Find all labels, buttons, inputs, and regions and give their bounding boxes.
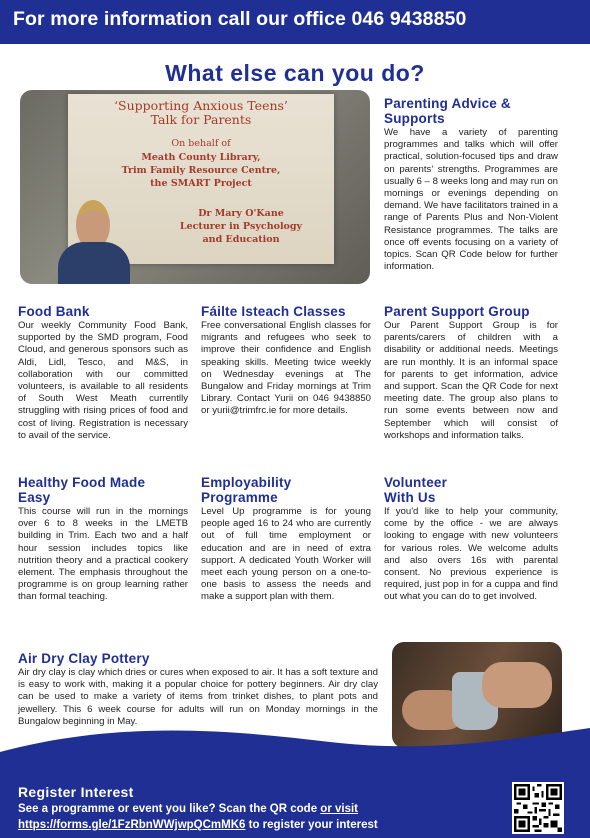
section-volunteer	[384, 475, 558, 604]
section-title: Fáilte Isteach Classes	[201, 304, 346, 319]
section-body: Air dry clay is clay which dries or cures when exposed to air. It has a soft texture and is easy to work with, making it a popular choice for pottery beginners. Air dry clay can be used to make a variety of items from trinket dishes, to plant pots and jewellery. This 6 week course for adults will run on Monday mornings in the Bungalow beginning in May.	[18, 667, 378, 727]
speaker-figure	[58, 200, 130, 284]
section-parent-support-group	[384, 304, 558, 442]
register-interest-title: Register Interest	[18, 784, 134, 800]
header-phone-text: For more information call our office 046 9438850	[13, 8, 467, 30]
main-title: What else can you do?	[165, 60, 425, 86]
forms-link[interactable]: https://forms.gle/1FzRbnWWjwpQCmMK6	[18, 819, 246, 831]
bottom-wave-banner	[0, 690, 590, 838]
slide-line: Lecturer in Psychology	[179, 221, 303, 232]
slide-line: Trim Family Resource Centre,	[121, 165, 281, 176]
slide-line: the SMART Project	[150, 178, 252, 189]
section-title: Air Dry Clay Pottery	[18, 651, 150, 666]
section-title: Parent Support Group	[384, 304, 530, 319]
section-title: Programme	[201, 490, 278, 505]
visit-link-text[interactable]: or visit	[320, 803, 359, 815]
section-body: Our weekly Community Food Bank, supported by the SMD program, Food Cloud, and generous sponsors such as Aldi, Lidl, Tesco, and M&S, in collaboration with our committed volunteers, is available to all residents of South West Meath currentlly struggling with rising prices of food and cost of living. Registration is necessary to avail of the service.	[18, 320, 188, 441]
section-employability	[201, 475, 371, 604]
section-parenting-advice	[384, 96, 558, 273]
section-body: We have a variety of parenting programmes and talks which will offer practical, solution-focused tips and draw on parents' strengths. Programmes are usually 6 – 8 weeks long and may run on mornings or evenings depending on demand. We have facilitators trained in a range of Parents Plus and Non-Violent Resistance programmes. The talks are once off events focusing on a variety of topics. Scan QR Code below for further information.	[384, 127, 558, 273]
register-line-2: https://forms.gle/1FzRbnWWjwpQCmMK6 to register your interest	[18, 819, 378, 831]
section-title: Parenting Advice &	[384, 96, 511, 111]
section-title: Food Bank	[18, 304, 90, 319]
section-food-bank	[18, 304, 188, 442]
qr-code-icon	[514, 784, 562, 832]
section-title: Volunteer	[384, 475, 448, 490]
slide-line: On behalf of	[171, 138, 231, 149]
section-title: Easy	[18, 490, 51, 505]
section-title: Employability	[201, 475, 292, 490]
section-body: Our Parent Support Group is for parents/carers of children with a disability or additional needs. Meetings are run monthly. It is an informal space for parents to get information, advice and support. Scan the QR Code for next meeting date. The group also plans to run some events between now and September which will consist of workshops and information talks.	[384, 320, 558, 441]
slide-line: Meath County Library,	[141, 152, 261, 163]
section-body: Free conversational English classes for migrants and refugees who seek to improve their confidence and English speaking skills. Meeting twice weekly on Wednesday evenings at The Bungalow and Friday mornings at Trim Library. Contact Yurii on 046 9438850 or yurii@trimfrc.ie for more details.	[201, 320, 371, 417]
section-healthy-food	[18, 475, 188, 604]
section-failte-isteach	[201, 304, 371, 418]
section-body: Level Up programme is for young people aged 16 to 24 who are currently out of full time employment or education and are in need of extra support. A dedicated Youth Worker will meet each young person on a one-to-one basis to assess the needs and make a support plan with them.	[201, 506, 371, 603]
section-body: If you'd like to help your community, come by the office - we are always looking to engage with new volunteers for various roles. We welcome adults and also overs 16s with parental consent. No previous experience is required, just pop in for a cuppa and find out what you can do to get involved.	[384, 506, 558, 603]
presentation-photo	[20, 90, 370, 284]
section-title: Healthy Food Made	[18, 475, 146, 490]
slide-line: Talk for Parents	[150, 112, 252, 127]
qr-code[interactable]	[512, 782, 564, 834]
slide-line: ‘Supporting Anxious Teens’	[114, 98, 288, 113]
top-bar	[0, 0, 590, 44]
slide-line: and Education	[202, 234, 280, 245]
section-title: With Us	[384, 490, 436, 505]
section-body: This course will run in the mornings over 6 to 8 weeks in the LMETB building in Trim. Each two and a half hour session includes topics like nutrition theory and a practical cookery element. The emphasis throughout the programme is on group learning rather than formal teaching.	[18, 506, 188, 603]
section-title: Supports	[384, 111, 445, 126]
slide-line: Dr Mary O'Kane	[198, 208, 284, 219]
register-line-1: See a programme or event you like? Scan the QR code or visit	[18, 803, 359, 815]
